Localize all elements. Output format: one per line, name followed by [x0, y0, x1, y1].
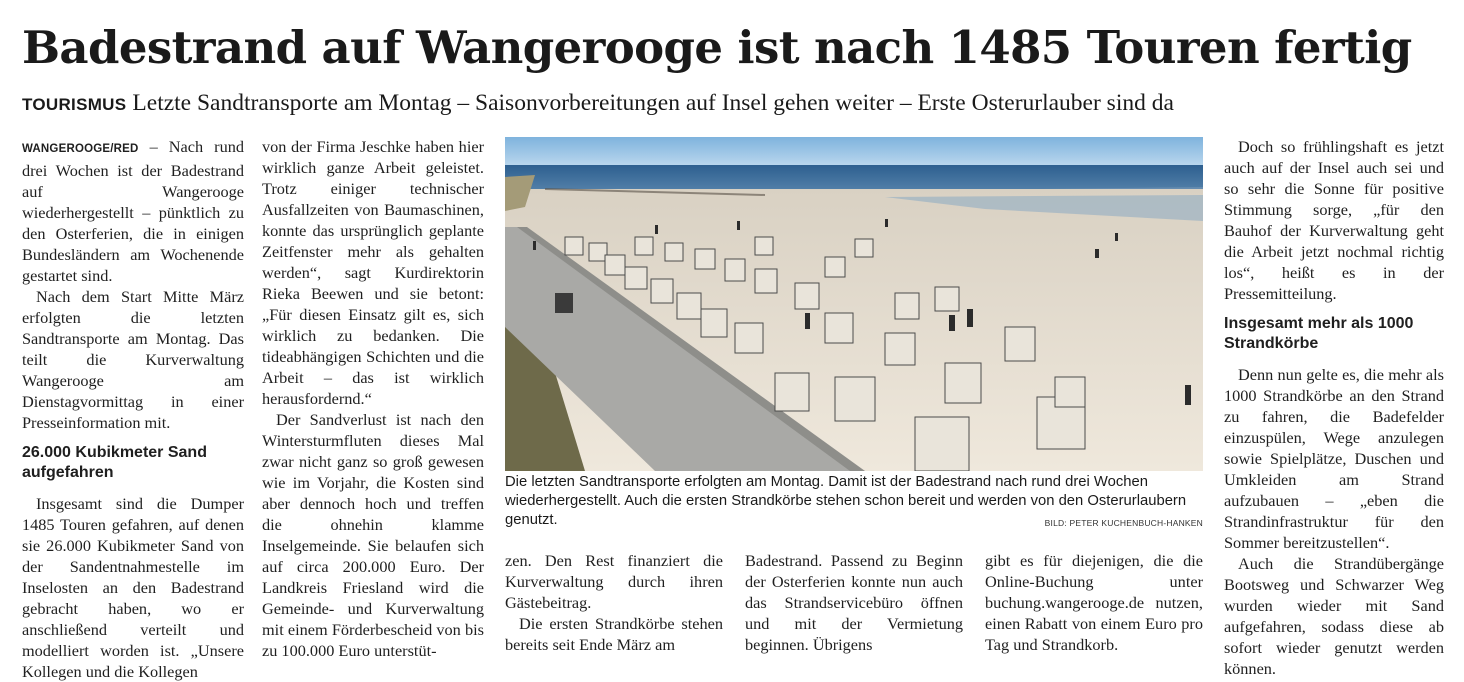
article-column-5 — [985, 550, 1203, 655]
lead-text: – Nach rund drei Wochen ist der Badestrand auf Wangerooge wiederhergestellt – pünktlich zu den Osterferien, die in einigen Bundesländern am Wochenende gestartet sind. — [22, 137, 244, 285]
paragraph: Auch die Strandübergänge Bootsweg und Schwarzer Weg wurden wieder mit Sand aufgefahren, sodass diese ab sofort wieder genutzt werden können. — [1224, 554, 1444, 678]
paragraph: Doch so frühlingshaft es jetzt auch auf der Insel auch sei und so sehr die Sonne für positive Stimmung sorge, „für den Bauhof der Kurverwaltung geht die Arbeit jetzt nochmal richtig los“, heißt es in der Pressemitteilung. — [1224, 137, 1444, 303]
dateline: WANGEROOGE/RED — [22, 143, 139, 155]
subline — [22, 88, 1442, 120]
paragraph: Die ersten Strandkörbe stehen bereits seit Ende März am — [505, 614, 723, 654]
subheading: Insgesamt mehr als 1000 Strandkörbe — [1224, 315, 1414, 352]
section-kicker: TOURISMUS — [22, 95, 127, 114]
headline: Badestrand auf Wangerooge ist nach 1485 Touren fertig — [22, 21, 1412, 74]
subheading: 26.000 Kubikmeter Sand aufgefahren — [22, 444, 207, 481]
beach-photo — [505, 137, 1203, 471]
paragraph: Nach dem Start Mitte März erfolgten die letzten Sandtransporte am Montag. Das teilt die Kurverwaltung Wangerooge am Dienstagvormittag in einer Presseinformation mit. — [22, 287, 244, 432]
paragraph: Badestrand. Passend zu Beginn der Osterferien konnte nun auch das Strandservicebüro öffnen und mit der Vermietung beginnen. Übrigens — [745, 551, 963, 654]
paragraph: Denn nun gelte es, die mehr als 1000 Strandkörbe an den Strand zu fahren, die Badefelder einzuspülen, Wege anzulegen sowie Spielplätze, Duschen und Umkleiden am Strand aufzubauen – „eben die Strandinfrastruktur für den Sommer bereitzustellen“. — [1224, 365, 1444, 552]
article-column-2 — [262, 136, 484, 661]
paragraph — [22, 136, 244, 286]
subline-text: Letzte Sandtransporte am Montag – Saisonvorbereitungen auf Insel gehen weiter – Erste Osterurlauber sind da — [132, 90, 1174, 116]
paragraph: zen. Den Rest finanziert die Kurverwaltung durch ihren Gästebeitrag. — [505, 551, 723, 612]
article-column-3 — [505, 550, 723, 655]
article-column-4 — [745, 550, 963, 655]
photo-credit: BILD: PETER KUCHENBUCH-HANKEN — [1044, 518, 1203, 528]
paragraph: Der Sandverlust ist nach den Wintersturmfluten dieses Mal zwar nicht ganz so groß gewesen wie im Vorjahr, die Kosten sind aber dennoch hoch und treffen die ohnehin klamme Inselgemeinde. Sie belaufen sich auf circa 200.000 Euro. Der Landkreis Friesland wird die Gemeinde- und Kurverwaltung mit einem Förderbescheid von bis zu 100.000 Euro unterstüt- — [262, 410, 484, 660]
photo-caption: Die letzten Sandtransporte erfolgten am Montag. Damit ist der Badestrand nach rund drei Wochen wiederhergestellt. Auch die ersten Strandkörbe stehen schon bereit und werden von den Osterurlaubern genutzt. — [505, 474, 1187, 528]
paragraph: von der Firma Jeschke haben hier wirklich ganze Arbeit geleistet. Trotz einiger technischer Ausfallzeiten von Baumaschinen, konnte das ursprünglich geplante Zeitfenster mehr als gehalten werden“, sagt Kurdirektorin Rieka Beewen und sie betont: „Für diesen Einsatz gilt es, sich wirklich zu bedanken. Die tideabhängigen Schichten und die Arbeit – das ist wirklich herausfordernd.“ — [262, 137, 484, 408]
article-column-6 — [1224, 136, 1444, 679]
paragraph: gibt es für diejenigen, die die Online-Buchung unter buchung.wangerooge.de nutzen, einen Rabatt von einem Euro pro Tag und Strandkorb. — [985, 551, 1203, 654]
article-column-1 — [22, 136, 244, 682]
paragraph: Insgesamt sind die Dumper 1485 Touren gefahren, auf denen sie 26.000 Kubikmeter Sand von der Sandentnahmestelle im Inselosten an den Badestrand gebracht haben, wo er anschließend verteilt und modelliert worden ist. „Unsere Kollegen und die Kollegen — [22, 494, 244, 681]
